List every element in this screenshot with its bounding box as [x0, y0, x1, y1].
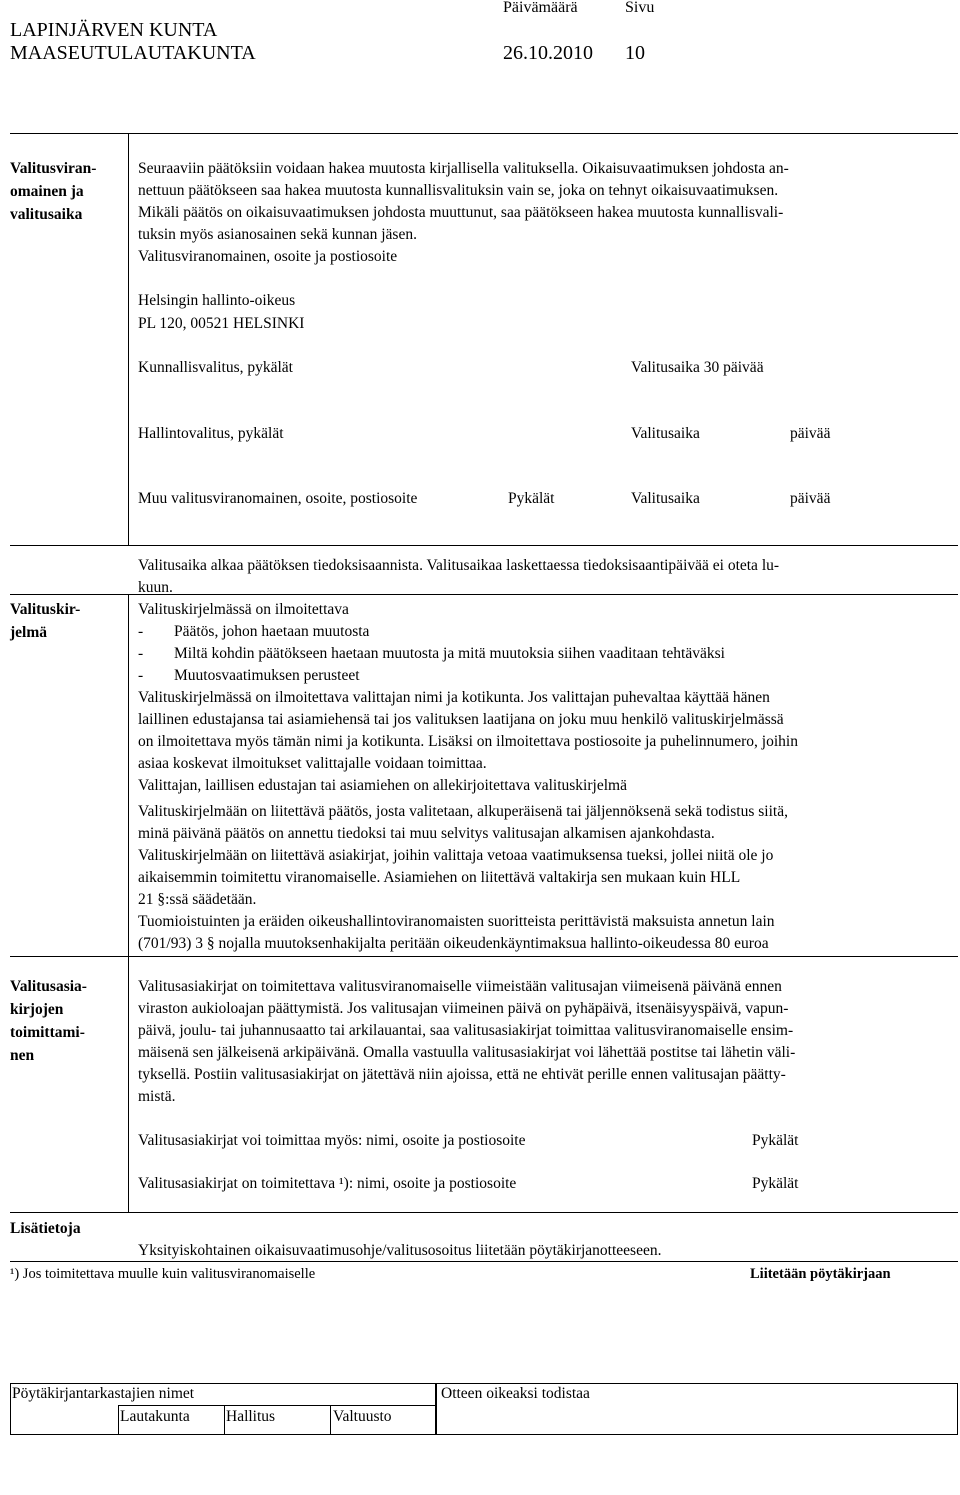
footnote-divider [10, 1261, 958, 1262]
list-item-text: Miltä kohdin päätökseen haetaan muutosta ja mitä muutoksia siihen vaaditaan tehtäväksi [174, 645, 725, 662]
body-line: mistä. [138, 1088, 176, 1105]
cell-divider [330, 1405, 331, 1435]
section-divider-3 [128, 956, 129, 1212]
body-line: asiaa koskevat ilmoitukset valittajalle voidaan toimittaa. [138, 755, 487, 772]
delivery-required-pykalat: Pykälät [752, 1175, 799, 1192]
authority-address: PL 120, 00521 HELSINKI [138, 315, 305, 332]
other-authority-label: Muu valitusviranomainen, osoite, postiosoite [138, 490, 418, 507]
section-title-line: valitusaika [10, 206, 83, 223]
body-line: Tuomioistuinten ja eräiden oikeushallintoviranomaisten suoritteista perittävistä maksuista annetun lain [138, 913, 775, 930]
hallintovalitus-days: päivää [790, 425, 831, 442]
list-item: - Muutosvaatimuksen perusteet [138, 667, 360, 684]
start-note-line: kuun. [138, 579, 173, 596]
section-title-line: nen [10, 1047, 35, 1064]
delivery-optional-label: Valitusasiakirjat voi toimittaa myös: nimi, osoite ja postiosoite [138, 1132, 526, 1149]
authority-name: Helsingin hallinto-oikeus [138, 292, 296, 309]
kunnallisvalitus-label: Kunnallisvalitus, pykälät [138, 359, 293, 376]
body-line: Mikäli päätös on oikaisuvaatimuksen johdosta muuttunut, saa päätökseen hakea muutosta kunnallisvali- [138, 204, 784, 221]
other-authority-pykalat: Pykälät [508, 490, 555, 507]
cell-valtuusto: Valtuusto [333, 1408, 392, 1425]
delivery-optional-pykalat: Pykälät [752, 1132, 799, 1149]
cell-hallitus: Hallitus [226, 1408, 276, 1425]
body-line: Valituskirjelmään on liitettävä päätös, josta valitetaan, alkuperäisenä tai jäljennöksenä sekä todistus siitä, [138, 803, 788, 820]
cell-lautakunta: Lautakunta [120, 1408, 190, 1425]
section-title-line: toimittami- [10, 1024, 85, 1041]
cell-divider [118, 1405, 119, 1435]
delivery-required-label: Valitusasiakirjat on toimitettava ¹): nimi, osoite ja postiosoite [138, 1175, 517, 1192]
page-number: 10 [625, 42, 645, 64]
section-title-line: Valitusasia- [10, 978, 87, 995]
hallintovalitus-label: Hallintovalitus, pykälät [138, 425, 284, 442]
date-value: 26.10.2010 [503, 42, 593, 64]
page-label: Sivu [625, 0, 655, 16]
body-line: Valituskirjelmään on liitettävä asiakirjat, joihin valittaja vetoaa vaatimuksensa tueksi, jollei niitä ole jo [138, 847, 774, 864]
inspectors-title: Pöytäkirjantarkastajien nimet [12, 1385, 195, 1402]
committee-name: MAASEUTULAUTAKUNTA [10, 42, 256, 64]
body-line: on ilmoitettava myös tämän nimi ja kotikunta. Lisäksi on ilmoitettava postiosoite ja puhelinnumero, joihin [138, 733, 798, 750]
body-line: minä päivänä päätös on annettu tiedoksi tai muu selvitys valitusajan alkamisen ajankohdasta. [138, 825, 715, 842]
body-line: (701/93) 3 § nojalla muutoksenhakijalta peritään oikeudenkäyntimaksua hallinto-oikeudessa 80 euroa [138, 935, 769, 952]
start-note-line: Valitusaika alkaa päätöksen tiedoksisaannista. Valitusaikaa laskettaessa tiedoksisaantipäivää ei oteta lu- [138, 557, 780, 574]
header-divider [10, 133, 958, 134]
body-line: päivä, joulu- tai juhannusaatto tai arkilauantai, saa valitusasiakirjat toimittaa valitusviranomaiselle ensim- [138, 1022, 794, 1039]
certification-title: Otteen oikeaksi todistaa [441, 1385, 590, 1402]
list-item: - Miltä kohdin päätökseen haetaan muutosta ja mitä muutoksia siihen vaaditaan tehtäväksi [138, 645, 725, 662]
section-divider [10, 1212, 958, 1213]
other-authority-time: Valitusaika [631, 490, 700, 507]
signature-requirement: Valittajan, laillisen edustajan tai asiamiehen on allekirjoitettava valituskirjelmä [138, 777, 627, 794]
date-label: Päivämäärä [503, 0, 578, 16]
body-line: 21 §:ssä säädetään. [138, 891, 257, 908]
body-line: Seuraaviin päätöksiin voidaan hakea muutosta kirjallisella valituksella. Oikaisuvaatimuksen johdosta an- [138, 160, 789, 177]
footnote-attached: Liitetään pöytäkirjaan [750, 1266, 891, 1282]
section-divider-2 [128, 594, 129, 956]
other-authority-days: päivää [790, 490, 831, 507]
kunnallisvalitus-time: Valitusaika 30 päivää [631, 359, 764, 376]
body-line: Valituskirjelmässä on ilmoitettava valittajan nimi ja kotikunta. Jos valittajan puhevaltaa käyttää hänen [138, 689, 770, 706]
section2-intro: Valituskirjelmässä on ilmoitettava [138, 601, 349, 618]
section-title-line: Valituskir- [10, 601, 81, 618]
body-line: tuksin myös asianosainen sekä kunnan jäsen. [138, 226, 417, 243]
section-title-line: jelmä [10, 624, 48, 641]
list-item-text: Muutosvaatimuksen perusteet [174, 667, 360, 684]
list-item-text: Päätös, johon haetaan muutosta [174, 623, 370, 640]
body-line: aikaisemmin toimitettu viranomaiselle. Asiamiehen on liitettävä valtakirja sen mukaan kuin HLL [138, 869, 741, 886]
organization-name: LAPINJÄRVEN KUNTA [10, 19, 218, 41]
hallintovalitus-time: Valitusaika [631, 425, 700, 442]
section-divider-1 [128, 134, 129, 545]
footnote-text: ¹) Jos toimitettava muulle kuin valitusviranomaiselle [10, 1266, 316, 1282]
body-line: tyksellä. Postiin valitusasiakirjat on jätettävä niin ajoissa, että ne ehtivät perille ennen valitusajan päätty- [138, 1066, 786, 1083]
section-divider [10, 594, 958, 595]
section-title-line: Valitusviran- [10, 160, 97, 177]
section-title-line: kirjojen [10, 1001, 64, 1018]
section-title-line: Lisätietoja [10, 1220, 81, 1237]
body-line: viraston aukioloajan päättymistä. Jos valitusajan viimeinen päivä on pyhäpäivä, itsenäisyyspäivä, vapun- [138, 1000, 789, 1017]
body-line: nettuun päätökseen saa hakea muutosta kunnallisvalituksin vain se, joka on tehnyt oikaisuvaatimuksen. [138, 182, 779, 199]
body-line: Valitusviranomainen, osoite ja postiosoite [138, 248, 398, 265]
body-line: laillinen edustajansa tai asiamiehensä tai jos valituksen laatijana on joku muu henkilö valituskirjelmässä [138, 711, 784, 728]
list-item: - Päätös, johon haetaan muutosta [138, 623, 370, 640]
cell-divider [224, 1405, 225, 1435]
additional-info: Yksityiskohtainen oikaisuvaatimusohje/valitusosoitus liitetään pöytäkirjanotteeseen. [138, 1242, 662, 1259]
section-title-line: omainen ja [10, 183, 84, 200]
section-divider [10, 956, 958, 957]
body-line: Valitusasiakirjat on toimitettava valitusviranomaiselle viimeistään valitusajan viimeisenä päivänä ennen [138, 978, 782, 995]
body-line: mäisenä sen jälkeisenä arkipäivänä. Omalla vastuulla valitusasiakirjat voi lähettää postitse tai lähetin väli- [138, 1044, 796, 1061]
section-divider [10, 545, 958, 546]
